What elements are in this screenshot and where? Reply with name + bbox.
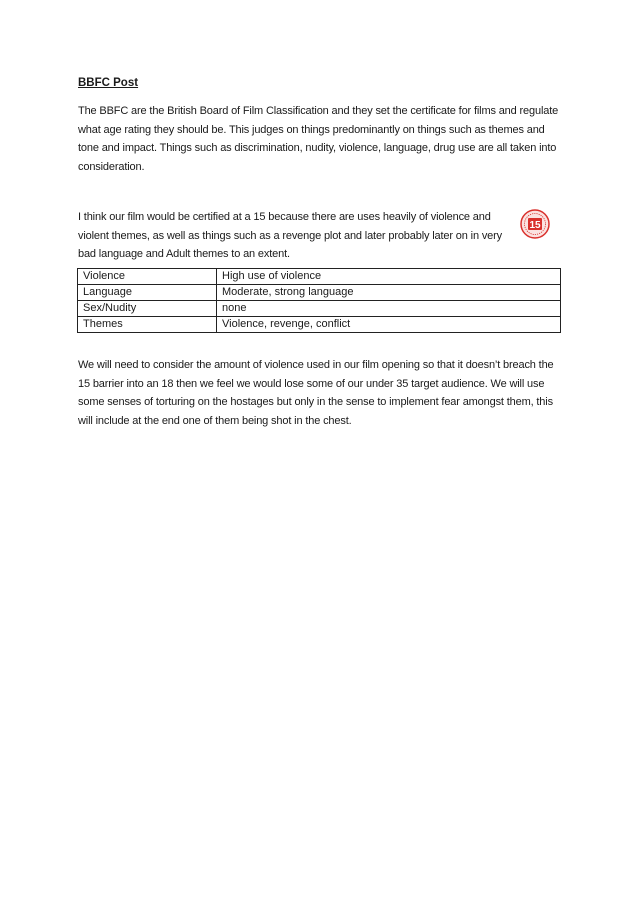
table-cell-category: Sex/Nudity [78,301,217,317]
table-cell-category: Violence [78,269,217,285]
intro-paragraph: The BBFC are the British Board of Film Classification and they set the certificate for films and regulate what age rating they should be. This judges on things predominantly on things such as themes and tone and impact. Things such as discrimination, nudity, violence, language, drug use are all taken into consideration. [78,105,559,173]
table-row [78,285,561,301]
bbfc-15-rating-icon [520,209,550,239]
certification-paragraph: I think our film would be certified at a 15 because there are uses heavily of violence and violent themes, as well as things such as a revenge plot and later probably later on in very bad language and Adult themes to an extent. [78,211,502,260]
document-title: BBFC Post [78,77,139,89]
table-cell-category: Language [78,285,217,301]
badge-label: 15 [529,220,541,231]
table-cell-value: High use of violence [217,269,561,285]
table-row [78,317,561,333]
table-row [78,269,561,285]
table-row [78,301,561,317]
table-cell-value: Violence, revenge, conflict [217,317,561,333]
table-cell-value: none [217,301,561,317]
table-cell-value: Moderate, strong language [217,285,561,301]
rating-table [77,268,561,333]
violence-consideration-paragraph: We will need to consider the amount of violence used in our film opening so that it doesn’t breach the 15 barrier into an 18 then we feel we would lose some of our under 35 target audience. We will use some senses of torturing on the hostages but only in the sense to implement fear amongst them, this will include at the end one of them being shot in the chest. [78,359,554,427]
table-cell-category: Themes [78,317,217,333]
